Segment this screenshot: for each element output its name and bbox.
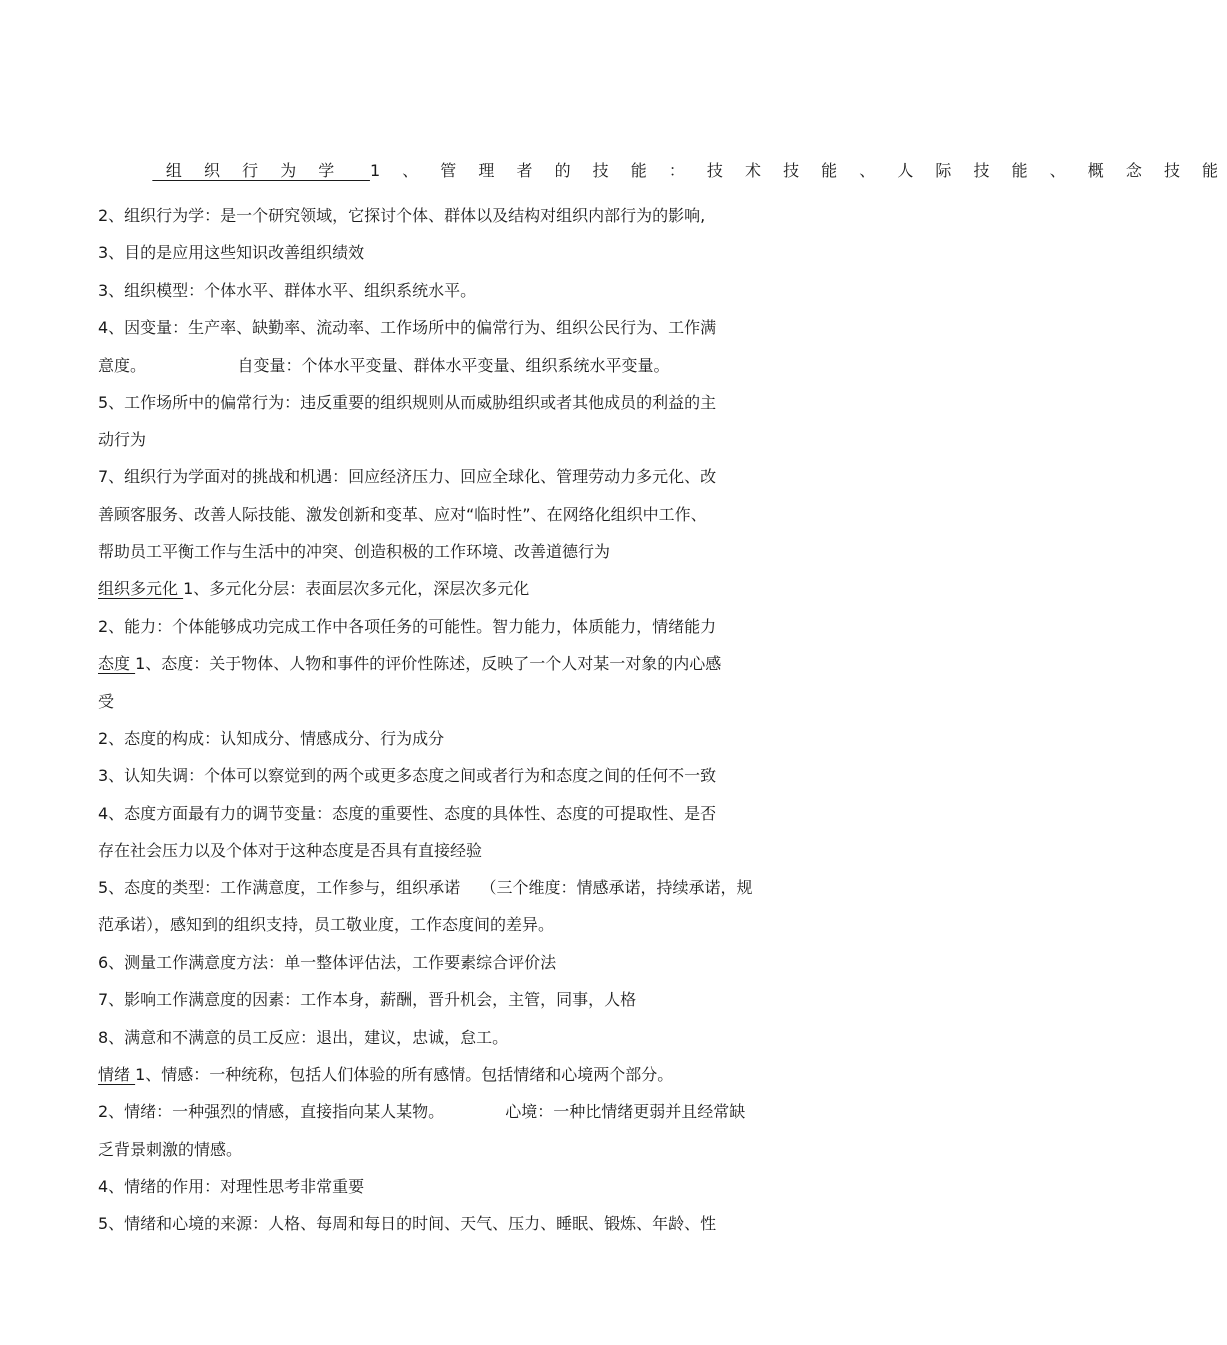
line-text: 动行为 bbox=[98, 430, 147, 449]
text-line bbox=[98, 653, 721, 675]
text-line bbox=[98, 317, 716, 339]
text-line bbox=[98, 205, 705, 227]
line-text: 2、组织行为学：是一个研究领域，它探讨个体、群体以及结构对组织内部行为的影响, bbox=[98, 206, 706, 225]
text-line bbox=[98, 1213, 716, 1235]
section-heading: 组织多元化 bbox=[98, 579, 184, 598]
line-text: 4、态度方面最有力的调节变量：态度的重要性、态度的具体性、态度的可提取性、是否 bbox=[98, 804, 717, 823]
line-text: 7、组织行为学面对的挑战和机遇：回应经济压力、回应全球化、管理劳动力多元化、改 bbox=[98, 467, 717, 486]
text-line bbox=[98, 578, 529, 600]
line-text: 5、态度的类型：工作满意度，工作参与，组织承诺 （三个维度：情感承诺，持续承诺，规 bbox=[98, 878, 753, 897]
text-line bbox=[98, 429, 146, 451]
text-line bbox=[98, 1027, 508, 1049]
text-line bbox=[98, 1101, 745, 1123]
line-text: 4、情绪的作用：对理性思考非常重要 bbox=[98, 1177, 365, 1196]
text-line bbox=[98, 242, 364, 264]
text-line bbox=[98, 280, 476, 302]
section-heading: 态度 bbox=[98, 654, 136, 673]
text-line bbox=[98, 728, 444, 750]
section-heading: 组 织 行 为 学 bbox=[152, 161, 370, 180]
text-line bbox=[98, 1139, 242, 1161]
line-text: 2、情绪：一种强烈的情感，直接指向某人某物。 心境：一种比情绪更弱并且经常缺 bbox=[98, 1102, 746, 1121]
text-line bbox=[98, 541, 610, 563]
line-text: 善顾客服务、改善人际技能、激发创新和变革、应对“临时性”、在网络化组织中工作、 bbox=[98, 505, 707, 524]
line-text: 8、满意和不满意的员工反应：退出，建议，忠诚，怠工。 bbox=[98, 1028, 509, 1047]
line-text: 5、工作场所中的偏常行为：违反重要的组织规则从而威胁组织或者其他成员的利益的主 bbox=[98, 393, 717, 412]
line-text: 帮助员工平衡工作与生活中的冲突、创造积极的工作环境、改善道德行为 bbox=[98, 542, 611, 561]
text-line bbox=[98, 1176, 364, 1198]
line-text: 3、认知失调：个体可以察觉到的两个或更多态度之间或者行为和态度之间的任何不一致 bbox=[98, 766, 717, 785]
text-line bbox=[98, 803, 716, 825]
line-text: 范承诺），感知到的组织支持，员工敬业度，工作态度间的差异。 bbox=[98, 915, 555, 934]
text-line bbox=[98, 691, 114, 713]
section-heading: 情绪 bbox=[98, 1065, 136, 1084]
line-text: 乏背景刺激的情感。 bbox=[98, 1140, 243, 1159]
text-line bbox=[98, 840, 482, 862]
line-text: 存在社会压力以及个体对于这种态度是否具有直接经验 bbox=[98, 841, 483, 860]
line-text: 受 bbox=[98, 692, 115, 711]
line-text: 5、情绪和心境的来源：人格、每周和每日的时间、天气、压力、睡眠、锻炼、年龄、性 bbox=[98, 1214, 717, 1233]
line-text: 2、能力：个体能够成功完成工作中各项任务的可能性。智力能力，体质能力，情绪能力 bbox=[98, 617, 717, 636]
line-text: 3、组织模型：个体水平、群体水平、组织系统水平。 bbox=[98, 281, 477, 300]
line-text: 4、因变量：生产率、缺勤率、流动率、工作场所中的偏常行为、组织公民行为、工作满 bbox=[98, 318, 717, 337]
line-text: 6、测量工作满意度方法：单一整体评估法，工作要素综合评价法 bbox=[98, 953, 557, 972]
text-line bbox=[98, 355, 670, 377]
text-line bbox=[98, 989, 636, 1011]
text-line bbox=[98, 392, 716, 414]
line-text: 1、多元化分层：表面层次多元化，深层次多元化 bbox=[183, 579, 530, 598]
text-line bbox=[98, 952, 556, 974]
text-line bbox=[98, 504, 707, 526]
line-text: 1、态度：关于物体、人物和事件的评价性陈述，反映了一个人对某一对象的内心感 bbox=[135, 654, 722, 673]
line-text: 1、情感：一种统称，包括人们体验的所有感情。包括情绪和心境两个部分。 bbox=[135, 1065, 674, 1084]
text-line bbox=[98, 1064, 673, 1086]
line-text: 意度。 自变量：个体水平变量、群体水平变量、组织系统水平变量。 bbox=[98, 356, 670, 375]
text-line bbox=[98, 877, 753, 899]
line-text: 1 、 管 理 者 的 技 能 ： 技 术 技 能 、 人 际 技 能 、 概 念 技 能 bbox=[369, 161, 1227, 180]
line-text: 2、态度的构成：认知成分、情感成分、行为成分 bbox=[98, 729, 445, 748]
line-text: 7、影响工作满意度的因素：工作本身，薪酬，晋升机会，主管，同事，人格 bbox=[98, 990, 637, 1009]
text-line bbox=[98, 765, 716, 787]
text-line bbox=[98, 616, 716, 638]
text-line bbox=[98, 914, 554, 936]
title-line bbox=[98, 138, 1227, 204]
text-line bbox=[98, 466, 716, 488]
line-text: 3、目的是应用这些知识改善组织绩效 bbox=[98, 243, 365, 262]
